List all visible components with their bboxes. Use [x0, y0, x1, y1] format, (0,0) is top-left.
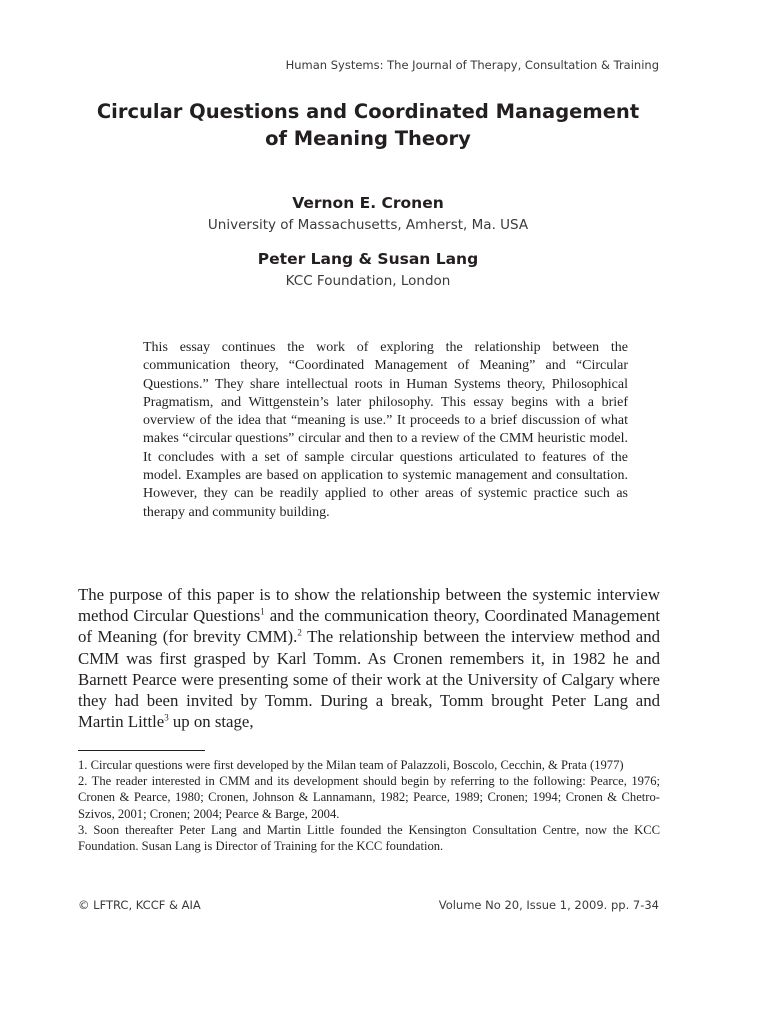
footnote-ref-2: 2: [297, 627, 302, 638]
article-title-line-1: Circular Questions and Coordinated Management: [96, 100, 640, 123]
abstract: This essay continues the work of exploring the relationship between the communication theory, “Coordinated Management of Meaning” and “Circular Questions.” They share intellectual roots in Human Systems theory, Philosophical Pragmatism, and Wittgenstein’s later philosophy. This essay begins with a brief overview of the idea that “meaning is use.” It proceeds to a brief discussion of what makes “circular questions” circular and then to a review of the CMM heuristic model. It concludes with a set of sample circular questions articulated to features of the model. Examples are based on application to systemic management and consultation. However, they can be readily applied to other areas of systemic practice such as therapy and community building.: [143, 340, 628, 520]
author-affiliation-2: KCC Foundation, London: [285, 273, 451, 289]
footnote-2: 2. The reader interested in CMM and its development should begin by referring to the following: Pearce, 1976; Cronen & Pearce, 1980; Cronen, Johnson & Lannamann, 1982; Pearce, 1989; Cronen; 1994; Cronen & Chetro-Szivos, 2001; Cronen; 2004; Pearce & Barge, 2004.: [78, 774, 660, 821]
article-title-line-2: of Meaning Theory: [265, 127, 471, 150]
footnote-ref-3: 3: [164, 712, 169, 723]
footer-citation: Volume No 20, Issue 1, 2009. pp. 7-34: [438, 898, 659, 912]
footnote-ref-1: 1: [260, 606, 265, 617]
footer-copyright: © LFTRC, KCCF & AIA: [78, 898, 201, 912]
article-title: [60, 98, 676, 152]
body-paragraph: [78, 584, 660, 732]
author-affiliation-1: University of Massachusetts, Amherst, Ma. USA: [207, 217, 529, 233]
running-head: Human Systems: The Journal of Therapy, Consultation & Training: [285, 58, 659, 72]
body-text-segment: The relationship between the interview method and CMM was first grasped by Karl Tomm. As Cronen remembers it, in 1982 he and Barnett Pearce were presenting some of their work at the University of Calgary where they had been invited by Tomm. During a break, Tomm brought Peter Lang and Martin Little: [78, 627, 661, 732]
body-text-segment: and the communication theory, Coordinated Management of Meaning (for brevity CMM).: [78, 606, 660, 647]
author-name-2: Peter Lang & Susan Lang: [257, 250, 479, 268]
body-text-segment: The purpose of this paper is to show the relationship between the systemic interview method Circular Questions: [78, 585, 660, 626]
footnote-divider: [78, 750, 205, 751]
author-name-1: Vernon E. Cronen: [292, 194, 444, 212]
body-text-segment: up on stage,: [168, 712, 254, 732]
footnote-3: 3. Soon thereafter Peter Lang and Martin Little founded the Kensington Consultation Centre, now the KCC Foundation. Susan Lang is Director of Training for the KCC foundation.: [78, 822, 660, 854]
footnotes: [78, 757, 660, 854]
footnote-1: 1. Circular questions were first developed by the Milan team of Palazzoli, Boscolo, Cecchin, & Prata (1977): [78, 758, 624, 772]
